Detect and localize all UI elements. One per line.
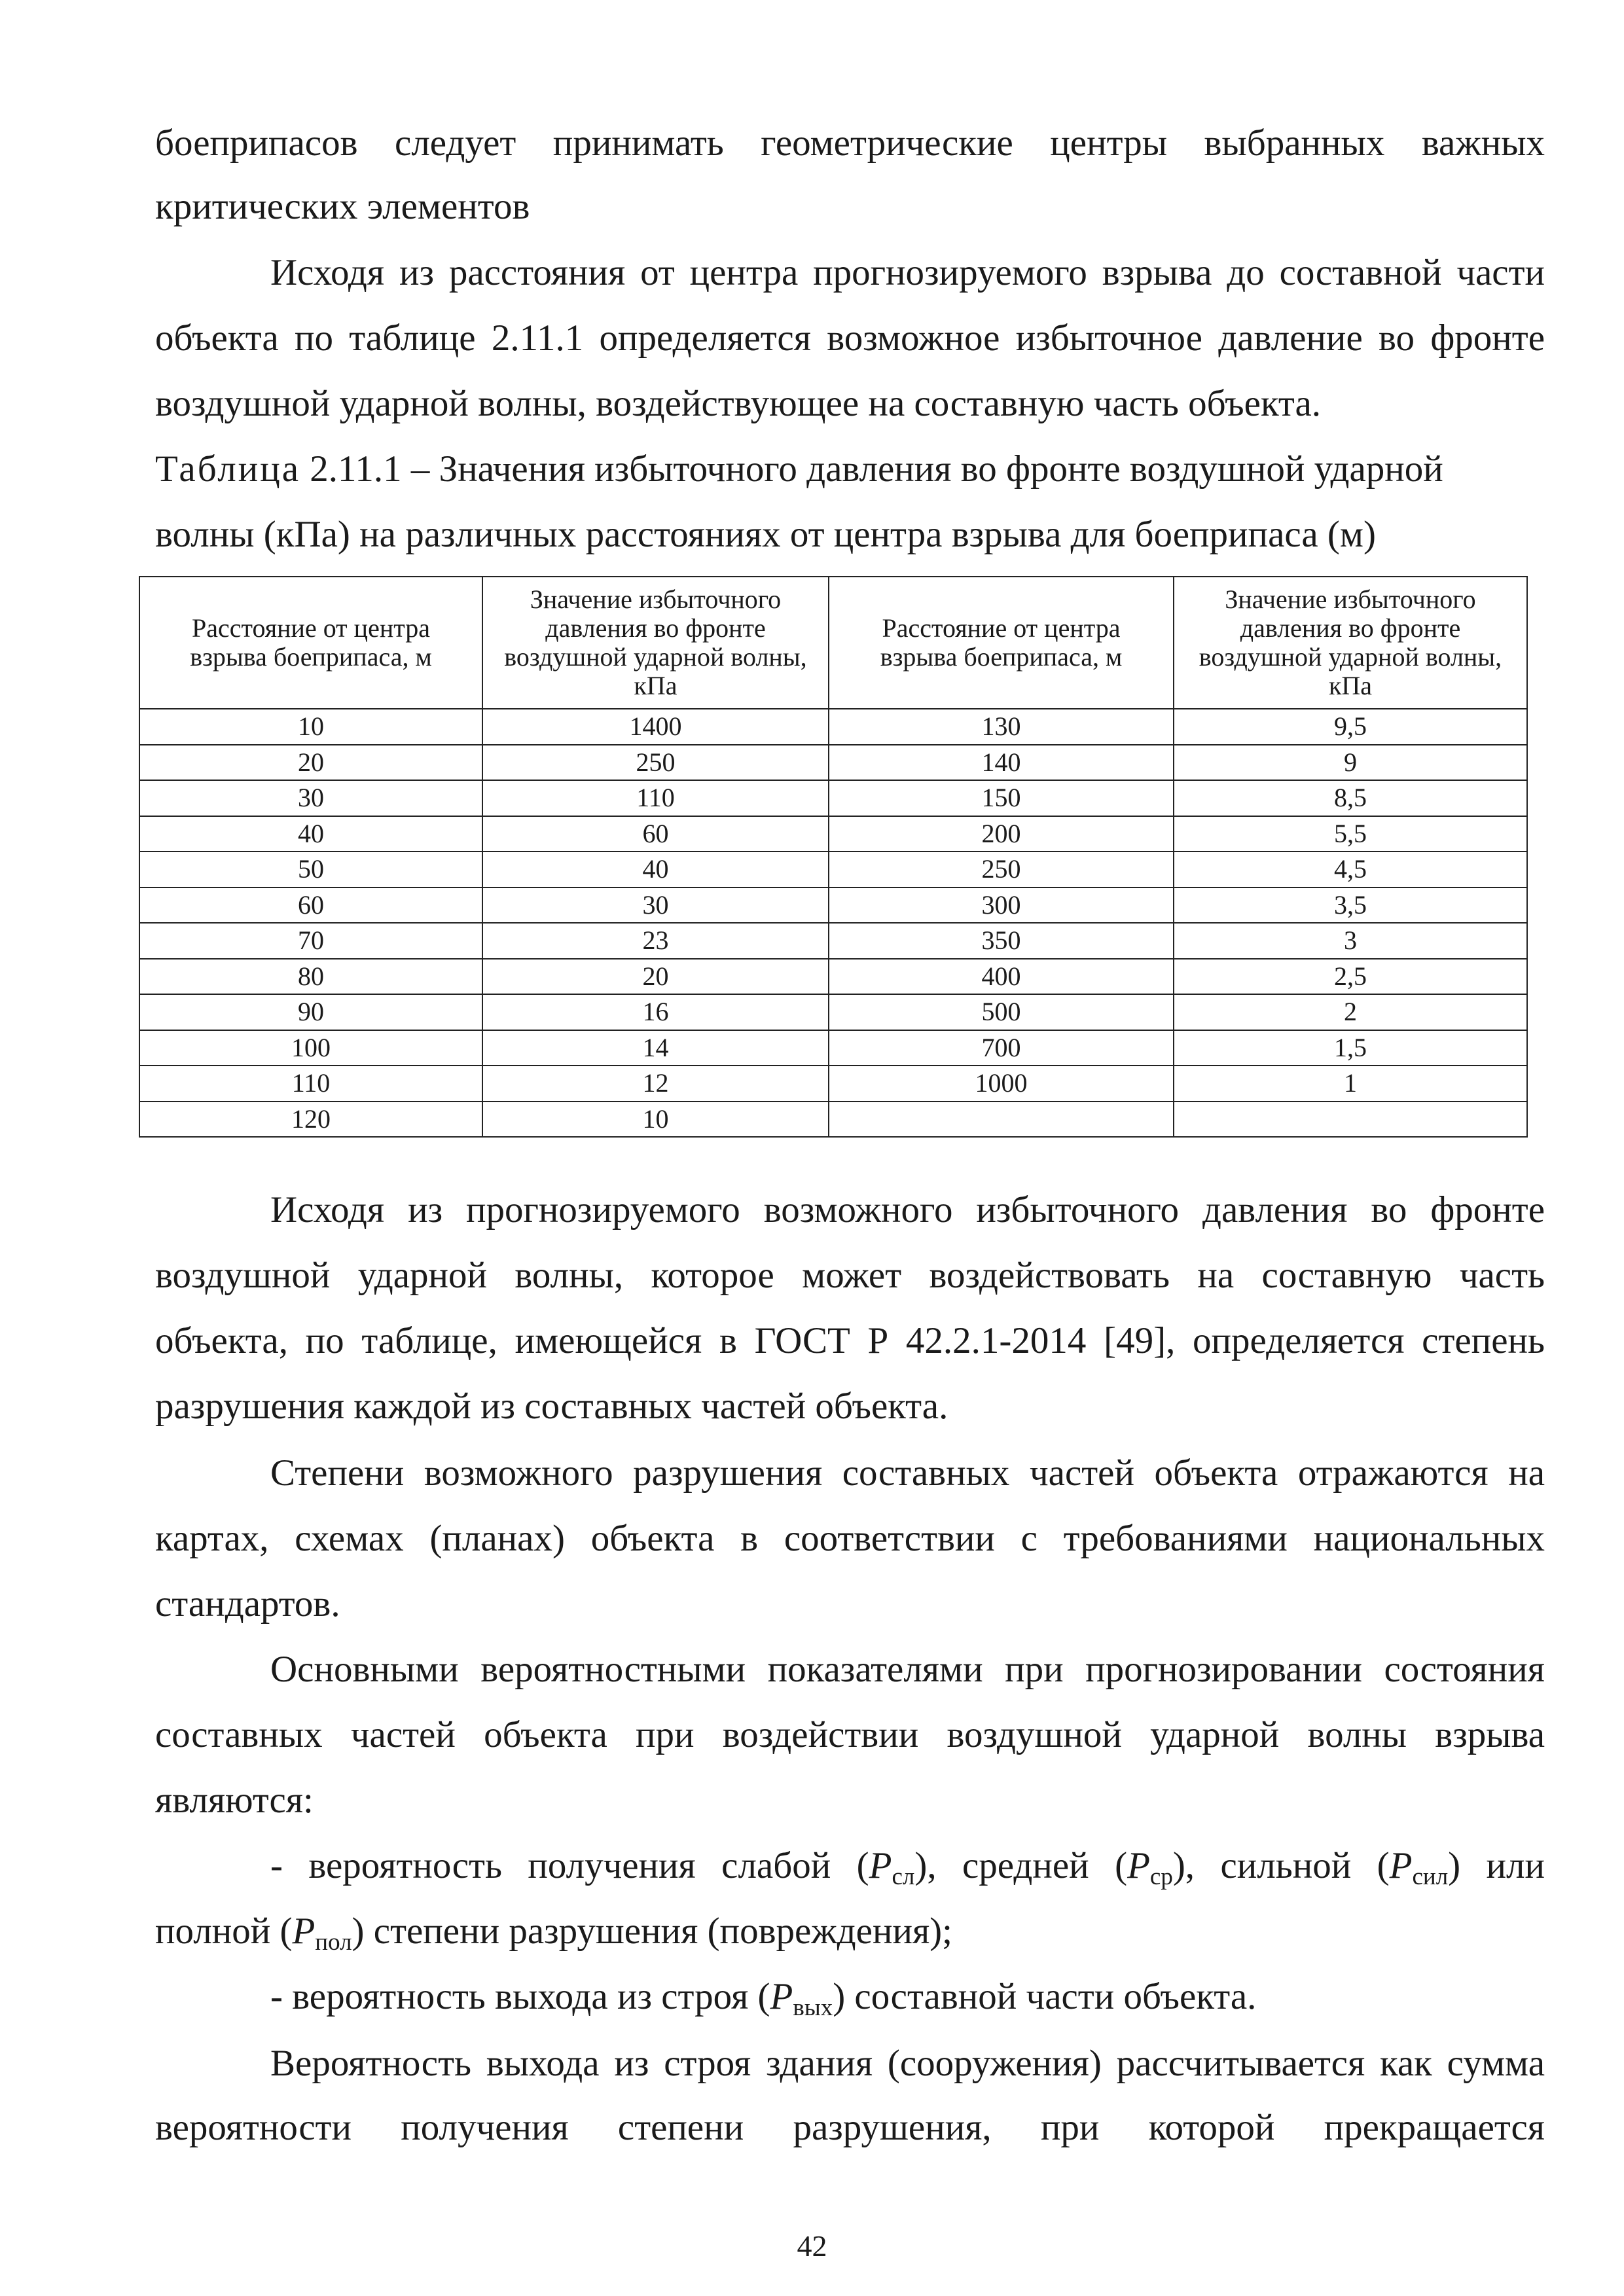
bullet-item [270,1847,1545,1889]
text-line: объекта, по таблице, имеющейся в ГОСТ Р 42.2.1-2014 [49], определяется степень [155,1320,1545,1361]
text-line: воздушной ударной волны, которое может воздействовать на составную часть [155,1255,1545,1296]
text-line: Исходя из прогнозируемого возможного избыточного давления во фронте [270,1189,1545,1230]
header-pressure: Значение избыточного давления во фронте воздушной ударной волны, кПа [482,577,829,709]
table-row [139,1030,1527,1066]
table-row [139,709,1527,745]
symbol-p: P [1127,1845,1150,1886]
table-cell: 1,5 [1174,1030,1527,1066]
table-row [139,888,1527,924]
table-row [139,780,1527,816]
table-cell: 30 [482,888,829,924]
table-cell: 16 [482,994,829,1030]
text-line: Основными вероятностными показателями при прогнозировании состояния [270,1649,1545,1690]
table-row [139,852,1527,888]
table-cell: 20 [482,959,829,995]
text-line: картах, схемах (планах) объекта в соответствии с требованиями национальных [155,1518,1545,1559]
table-cell: 8,5 [1174,780,1527,816]
table-cell: 150 [829,780,1174,816]
table-cell: 9,5 [1174,709,1527,745]
bullet-item-continuation [155,1912,1545,1954]
header-distance: Расстояние от центра взрыва боеприпаса, м [829,577,1174,709]
text-fragment: - вероятность получения слабой ( [270,1845,869,1886]
table-cell: 120 [139,1102,482,1138]
text-line: воздушной ударной волны, воздействующее на составную часть объекта. [155,383,1322,424]
table-cell [1174,1102,1527,1138]
table-cell: 14 [482,1030,829,1066]
table-cell: 140 [829,745,1174,781]
text-line: боеприпасов следует принимать геометрические центры выбранных важных [155,122,1545,164]
table-cell: 500 [829,994,1174,1030]
table-cell: 1000 [829,1066,1174,1102]
text-fragment: ), средней ( [914,1845,1128,1886]
table-row [139,923,1527,959]
symbol-p: P [770,1976,793,2017]
table-cell: 2,5 [1174,959,1527,995]
symbol-p: P [292,1910,316,1952]
text-line: составных частей объекта при воздействии воздушной ударной волны взрыва [155,1714,1545,1755]
table-cell: 40 [139,816,482,852]
text-line: разрушения каждой из составных частей объекта. [155,1386,948,1427]
text-line: являются: [155,1780,314,1821]
table-header-row [139,577,1527,709]
table-cell: 40 [482,852,829,888]
table-cell: 250 [482,745,829,781]
table-cell: 20 [139,745,482,781]
table-cell: 60 [482,816,829,852]
table-cell: 30 [139,780,482,816]
table-cell: 300 [829,888,1174,924]
table-cell: 10 [482,1102,829,1138]
text-fragment: - вероятность выхода из строя ( [270,1976,770,2017]
text-line: вероятности получения степени разрушения, при которой прекращается [155,2107,1545,2148]
table-cell: 12 [482,1066,829,1102]
table-cell: 23 [482,923,829,959]
text-fragment: полной ( [155,1910,293,1952]
symbol-p: P [869,1845,892,1886]
bullet-item [270,1978,1545,2020]
text-line: Исходя из расстояния от центра прогнозируемого взрыва до составной части [270,252,1545,293]
table-cell: 90 [139,994,482,1030]
table-cell: 9 [1174,745,1527,781]
text-fragment: ), сильной ( [1172,1845,1390,1886]
table-caption-label: Таблица [155,448,301,490]
pressure-table [139,576,1528,1138]
table-cell: 60 [139,888,482,924]
subscript: сл [892,1863,915,1890]
table-row [139,816,1527,852]
table-cell: 4,5 [1174,852,1527,888]
table-cell: 250 [829,852,1174,888]
table-cell: 110 [139,1066,482,1102]
text-line: Степени возможного разрушения составных частей объекта отражаются на [270,1452,1545,1494]
table-row [139,959,1527,995]
table-cell: 80 [139,959,482,995]
text-line: объекта по таблице 2.11.1 определяется возможное избыточное давление во фронте [155,317,1545,359]
table-cell: 350 [829,923,1174,959]
table-cell: 3,5 [1174,888,1527,924]
table-row [139,745,1527,781]
table-cell: 400 [829,959,1174,995]
text-fragment: ) составной части объекта. [833,1976,1257,2017]
page-number: 42 [797,2229,827,2263]
table-row [139,1102,1527,1138]
header-distance: Расстояние от центра взрыва боеприпаса, м [139,577,482,709]
subscript: сил [1412,1863,1449,1890]
table-cell: 10 [139,709,482,745]
table-cell: 5,5 [1174,816,1527,852]
text-line: Вероятность выхода из строя здания (сооружения) рассчитывается как сумма [270,2043,1545,2084]
text-fragment: ) степени разрушения (повреждения); [352,1910,953,1952]
table-cell: 50 [139,852,482,888]
table-caption-title: 2.11.1 – Значения избыточного давления во фронте воздушной ударной [300,448,1443,490]
table-cell: 1400 [482,709,829,745]
table-cell: 700 [829,1030,1174,1066]
table-row [139,1066,1527,1102]
table-caption-line: волны (кПа) на различных расстояниях от центра взрыва для боеприпаса (м) [155,514,1376,555]
text-line: стандартов. [155,1583,340,1624]
table-cell: 110 [482,780,829,816]
table-caption [155,450,1545,488]
table-cell: 1 [1174,1066,1527,1102]
table-cell: 70 [139,923,482,959]
table-cell: 100 [139,1030,482,1066]
subscript: вых [793,1994,833,2021]
subscript: пол [315,1929,352,1956]
subscript: ср [1149,1863,1173,1890]
header-pressure: Значение избыточного давления во фронте воздушной ударной волны, кПа [1174,577,1527,709]
table-cell: 130 [829,709,1174,745]
table-cell: 200 [829,816,1174,852]
table-cell: 2 [1174,994,1527,1030]
symbol-p: P [1389,1845,1413,1886]
text-line: критических элементов [155,186,530,227]
table-cell: 3 [1174,923,1527,959]
table-row [139,994,1527,1030]
text-fragment: ) или [1448,1845,1545,1886]
table-cell [829,1102,1174,1138]
